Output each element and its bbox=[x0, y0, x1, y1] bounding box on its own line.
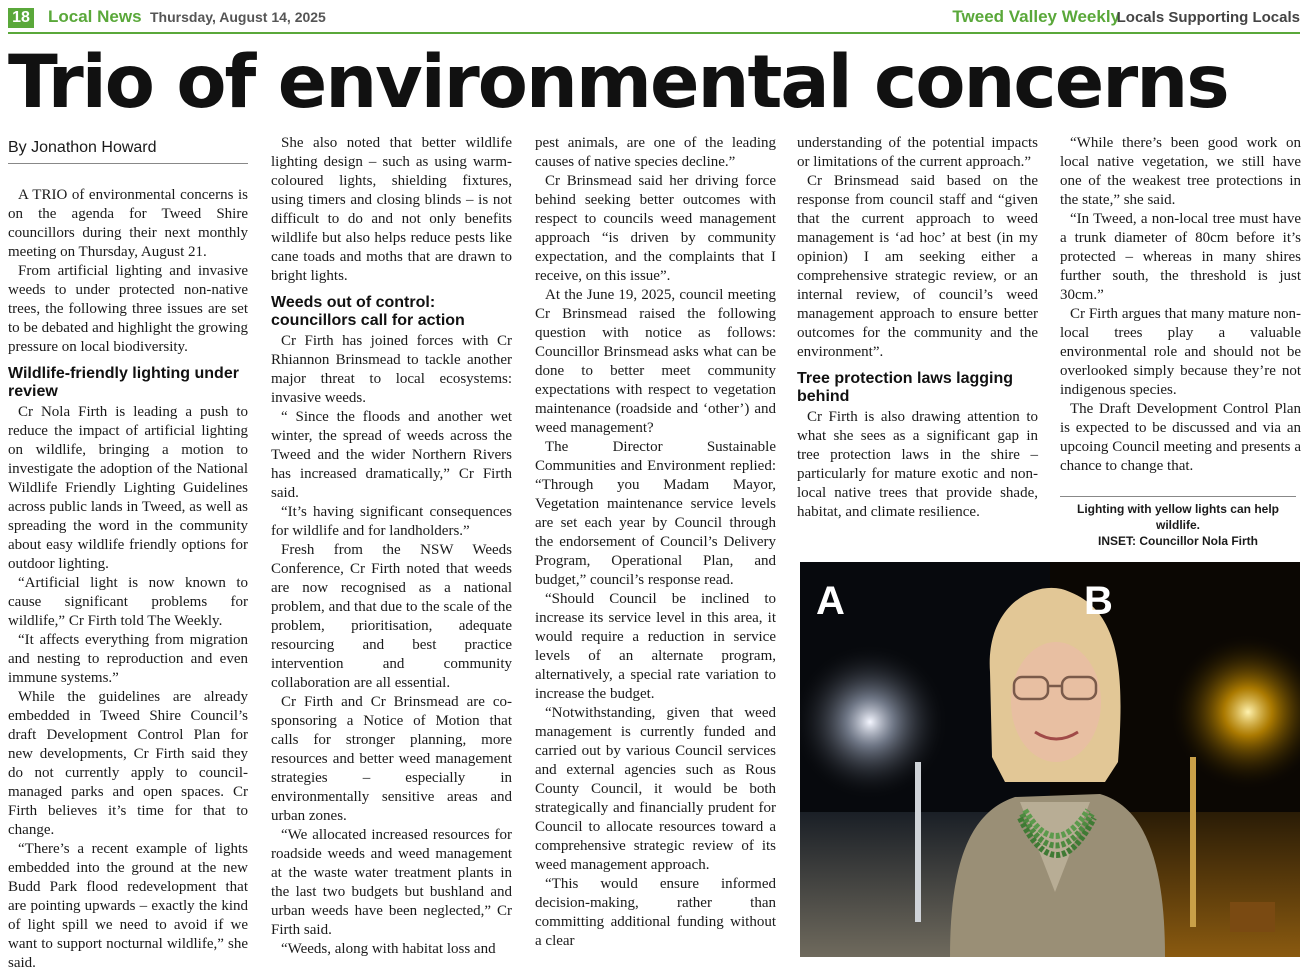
page-header bbox=[8, 6, 1300, 34]
section-subhead: Tree protection laws lagging behind bbox=[797, 370, 1014, 405]
section-subhead: Weeds out of control: councillors call for action bbox=[271, 294, 465, 329]
article-paragraph: “It affects everything from migration and nesting to reproduction and even immune systems.” bbox=[8, 632, 248, 686]
article-paragraph: “Notwithstanding, given that weed management is currently funded and carried out by various Council services and external agencies such as Rous County Council, it would be both strategically and financially prudent for Council to allocate resources toward a comprehensive strategic review of its weed management approach. bbox=[535, 705, 776, 873]
photo-label-a: A bbox=[816, 579, 845, 623]
article-paragraph: A TRIO of environmental concerns is on the agenda for Tweed Shire councillors during their next monthly meeting on Thursday, August 21. bbox=[8, 187, 248, 260]
article-column-4 bbox=[797, 134, 1038, 522]
article-paragraph: “This would ensure informed decision-making, rather than committing additional funding without a clear bbox=[535, 876, 776, 949]
article-paragraph: The Draft Development Control Plan is expected to be discussed and via an upcoing Council meeting and presents a chance to change that. bbox=[1060, 401, 1301, 474]
article-paragraph: “Artificial light is now known to cause significant problems for wildlife,” Cr Firth told The Weekly. bbox=[8, 575, 248, 629]
article-paragraph: Cr Firth has joined forces with Cr Rhiannon Brinsmead to tackle another major threat to local ecosystems: invasive weeds. bbox=[271, 333, 512, 406]
light-pole bbox=[1190, 757, 1196, 927]
article-paragraph: “Should Council be inclined to increase its service level in this area, it would require a reduction in service levels of an alternate program, alternatively, a special rate variation to increase the budget. bbox=[535, 591, 776, 702]
light-pole bbox=[915, 762, 921, 922]
article-paragraph: Cr Firth and Cr Brinsmead are co-sponsoring a Notice of Motion that calls for stronger planning, more resources and better weed management strategies – especially in environmentally sensitive areas and urban zones. bbox=[271, 694, 512, 824]
article-paragraph: Fresh from the NSW Weeds Conference, Cr Firth noted that weeds are now recognised as a national problem, and that due to the scale of the problem, prioritisation, adequate resourcing and best practice intervention and community collaboration are all essential. bbox=[271, 542, 512, 691]
article-paragraph: Cr Brinsmead said her driving force behind seeking better outcomes with respect to councils weed management approach “is driven by community expectation, and the complaints that I receive, on this issue”. bbox=[535, 173, 776, 284]
section-subhead: Wildlife-friendly lighting under review bbox=[8, 365, 239, 400]
photo-illustration bbox=[800, 562, 1300, 957]
face bbox=[1011, 642, 1101, 762]
publication-slogan: Locals Supporting Locals bbox=[1116, 9, 1300, 26]
photo-caption bbox=[1060, 496, 1296, 549]
article-paragraph: “In Tweed, a non-local tree must have a trunk diameter of 80cm before it’s protected – whereas in many shires further south, the threshold is just 30cm.” bbox=[1060, 211, 1301, 303]
article-paragraph: Cr Brinsmead said based on the response from council staff and “given that the current approach to weed management is ‘ad hoc’ at best (in my opinion) I am seeking either a comprehensive strategic review, or an internal review, of council’s weed management approach to ensure better outcomes for the community and the environment”. bbox=[797, 173, 1038, 360]
headline: Trio of environmental concerns bbox=[8, 40, 1228, 125]
section-name: Local News bbox=[48, 7, 142, 26]
page-number: 18 bbox=[8, 8, 34, 28]
article-column-1 bbox=[8, 134, 248, 973]
article-paragraph: While the guidelines are already embedded in Tweed Shire Council’s draft Development Control Plan for new developments, Cr Firth said they do not currently apply to council-managed parks and open spaces. Cr Firth believes it’s time for that to change. bbox=[8, 689, 248, 838]
photo-label-b: B bbox=[1084, 579, 1113, 623]
article-paragraph: At the June 19, 2025, council meeting Cr Brinsmead raised the following question with notice as follows: Councillor Brinsmead asks what can be done to better meet community expectations with respect to vegetation maintenance (roadside and ‘other’) and weed management? bbox=[535, 287, 776, 436]
article-paragraph: Cr Nola Firth is leading a push to reduce the impact of artificial lighting on wildlife, bringing a motion to investigate the adoption of the National Wildlife Friendly Lighting Guidelines across public lands in Tweed, as well as spreading the word in the community about easy wildlife friendly options for outdoor lighting. bbox=[8, 404, 248, 572]
article-photo bbox=[800, 562, 1300, 957]
article-paragraph: She also noted that better wildlife lighting design – such as using warm-coloured lights, shielding fixtures, using timers and closing blinds – is not difficult to do and not only benefits wildlife but also helps reduce pests like cane toads and moths that are drawn to bright lights. bbox=[271, 135, 512, 284]
article-column-2 bbox=[271, 134, 512, 959]
article-paragraph: Cr Firth is also drawing attention to what she sees as a significant gap in tree protection laws in the shire – particularly for mature exotic and non-local native trees that provide shade, habitat, and climate resilience. bbox=[797, 409, 1038, 520]
article-column-5 bbox=[1060, 134, 1301, 476]
publication-name: Tweed Valley Weekly bbox=[952, 7, 1120, 26]
article-paragraph: The Director Sustainable Communities and Environment replied: “Through you Madam Mayor, Vegetation maintenance service levels are set each year by Council through the endorsement of Council’s Delivery Program, Operational Plan, and budget,” council’s response read. bbox=[535, 439, 776, 588]
article-paragraph: “ Since the floods and another wet winter, the spread of weeds across the Tweed and the wider Northern Rivers has increased dramatically,” Cr Firth said. bbox=[271, 409, 512, 501]
caption-text: Lighting with yellow lights can help wildlife. bbox=[1076, 502, 1279, 532]
article-column-3 bbox=[535, 134, 776, 951]
article-paragraph: “While there’s been good work on local native vegetation, we still have one of the weakest tree protections in the state,” she said. bbox=[1060, 135, 1301, 208]
article-paragraph: understanding of the potential impacts or limitations of the current approach.” bbox=[797, 135, 1038, 170]
article-paragraph: “There’s a recent example of lights embedded into the ground at the new Budd Park flood redevelopment that are pointing upwards – exactly the kind of light spill we need to avoid if we want to support nocturnal wildlife,” she said. bbox=[8, 841, 248, 971]
caption-inset-credit: INSET: Councillor Nola Firth bbox=[1097, 534, 1258, 548]
article-paragraph: “Weeds, along with habitat loss and bbox=[281, 941, 496, 957]
byline: By Jonathon Howard bbox=[8, 134, 248, 164]
article-paragraph: “It’s having significant consequences for wildlife and for landholders.” bbox=[271, 504, 512, 539]
article-paragraph: “We allocated increased resources for roadside weeds and weed management at the waste water treatment plants in the last two budgets but bushland and urban weeds have been neglected,” Cr Firth said. bbox=[271, 827, 512, 938]
article-paragraph: From artificial lighting and invasive weeds to under protected non-native trees, the following three issues are set to be debated and highlight the growing pressure on local biodiversity. bbox=[8, 263, 248, 355]
article-paragraph: pest animals, are one of the leading causes of native species decline.” bbox=[535, 135, 776, 170]
article-paragraph: Cr Firth argues that many mature non-local trees play a valuable environmental role and should not be overlooked simply because they’re not indigenous species. bbox=[1060, 306, 1301, 398]
issue-date: Thursday, August 14, 2025 bbox=[150, 9, 326, 25]
